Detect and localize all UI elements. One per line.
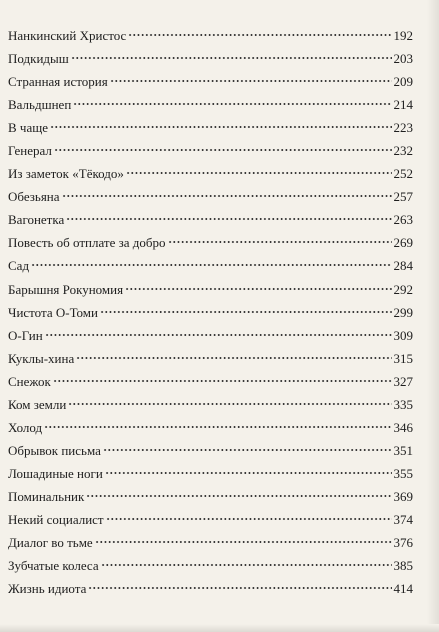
table-of-contents: [8, 24, 413, 632]
dot-leader: [86, 494, 391, 498]
toc-entry-page: 374: [393, 511, 413, 527]
toc-entry: [8, 231, 413, 254]
toc-entry: [8, 254, 413, 277]
dot-leader: [88, 586, 391, 590]
toc-entry: [8, 439, 413, 462]
toc-entry-title: Зубчатые колеса: [8, 558, 99, 574]
dot-leader: [76, 356, 391, 360]
toc-entry-title: Из заметок «Тёкодо»: [8, 166, 124, 182]
dot-leader: [62, 194, 392, 198]
toc-entry-page: 252: [393, 166, 413, 182]
dot-leader: [54, 148, 392, 152]
toc-entry-title: Странная история: [8, 74, 108, 90]
toc-entry-title: Подкидыш: [8, 51, 69, 67]
dot-leader: [53, 379, 392, 383]
toc-entry-page: 257: [393, 189, 413, 205]
dot-leader: [66, 217, 391, 221]
toc-entry-page: 351: [393, 442, 413, 458]
toc-entry-page: 346: [393, 419, 413, 435]
toc-entry-title: Обезьяна: [8, 189, 60, 205]
toc-entry: [8, 116, 413, 139]
toc-entry: [8, 301, 413, 324]
dot-leader: [44, 425, 391, 429]
dot-leader: [100, 310, 392, 314]
dot-leader: [45, 333, 392, 337]
toc-entry: [8, 416, 413, 439]
toc-entry-title: О-Гин: [8, 327, 43, 343]
toc-entry-page: 299: [393, 304, 413, 320]
toc-entry-title: Обрывок письма: [8, 442, 101, 458]
dot-leader: [50, 125, 391, 129]
toc-entry: [8, 162, 413, 185]
toc-entry-page: 335: [393, 396, 413, 412]
toc-entry-page: 203: [393, 51, 413, 67]
dot-leader: [105, 471, 392, 475]
toc-entry: [8, 485, 413, 508]
toc-entry-page: 223: [393, 120, 413, 136]
dot-leader: [110, 79, 392, 83]
toc-entry-title: Куклы-хина: [8, 350, 75, 366]
toc-entry-page: 376: [393, 535, 413, 551]
toc-entry-page: 414: [393, 581, 413, 597]
toc-entry: [8, 70, 413, 93]
toc-entry-title: Ком земли: [8, 396, 67, 412]
toc-entry-title: Повесть об отплате за добро: [8, 235, 166, 251]
dot-leader: [125, 287, 391, 291]
toc-entry: [8, 393, 413, 416]
toc-entry: [8, 185, 413, 208]
toc-entry: [8, 370, 413, 393]
page-bottom-shadow: [0, 624, 439, 632]
toc-entry-title: Сад: [8, 258, 30, 274]
dot-leader: [73, 102, 391, 106]
toc-entry: [8, 93, 413, 116]
toc-entry: [8, 47, 413, 70]
toc-entry-page: 263: [393, 212, 413, 228]
toc-entry-title: Жизнь идиота: [8, 581, 87, 597]
toc-entry-title: В чаще: [8, 120, 49, 136]
toc-entry-page: 315: [393, 350, 413, 366]
toc-entry: [8, 278, 413, 301]
dot-leader: [95, 540, 392, 544]
toc-entry-page: 355: [393, 465, 413, 481]
toc-entry-title: Чистота О-Томи: [8, 304, 98, 320]
dot-leader: [128, 33, 391, 37]
toc-entry-title: Некий социалист: [8, 511, 104, 527]
toc-entry: [8, 577, 413, 600]
dot-leader: [103, 448, 392, 452]
toc-entry: [8, 462, 413, 485]
toc-entry: [8, 508, 413, 531]
toc-entry-page: 232: [393, 143, 413, 159]
toc-entry-title: Нанкинский Христос: [8, 28, 127, 43]
toc-entry-title: Поминальник: [8, 488, 85, 504]
dot-leader: [71, 56, 392, 60]
toc-entry-page: 309: [393, 327, 413, 343]
toc-entry: [8, 554, 413, 577]
dot-leader: [68, 402, 391, 406]
toc-entry-page: 369: [393, 488, 413, 504]
toc-entry: [8, 24, 413, 47]
toc-entry-page: 385: [393, 558, 413, 574]
toc-entry: [8, 347, 413, 370]
toc-entry-title: Лошадиные ноги: [8, 465, 103, 481]
toc-entry-page: 292: [393, 281, 413, 297]
page-edge-shadow: [427, 0, 439, 632]
dot-leader: [106, 517, 392, 521]
toc-entry: [8, 208, 413, 231]
toc-entry-title: Диалог во тьме: [8, 535, 93, 551]
toc-entry-page: 327: [393, 373, 413, 389]
toc-entry: [8, 324, 413, 347]
toc-entry-page: 269: [393, 235, 413, 251]
section-gap: [8, 600, 413, 620]
toc-entry-title: Холод: [8, 419, 43, 435]
toc-entry-title: Снежок: [8, 373, 51, 389]
dot-leader: [31, 263, 391, 267]
dot-leader: [101, 563, 392, 567]
toc-entry-page: 214: [393, 97, 413, 113]
toc-entry-title: Генерал: [8, 143, 52, 159]
toc-entry-page: 284: [393, 258, 413, 274]
dot-leader: [126, 171, 392, 175]
toc-entry-page: 192: [393, 28, 413, 43]
toc-entry: [8, 139, 413, 162]
toc-entry-title: Вагонетка: [8, 212, 65, 228]
toc-entry-title: Барышня Рокуномия: [8, 281, 124, 297]
toc-entry-title: Вальдшнеп: [8, 97, 72, 113]
toc-entry: [8, 531, 413, 554]
toc-entry-page: 209: [393, 74, 413, 90]
dot-leader: [168, 240, 392, 244]
